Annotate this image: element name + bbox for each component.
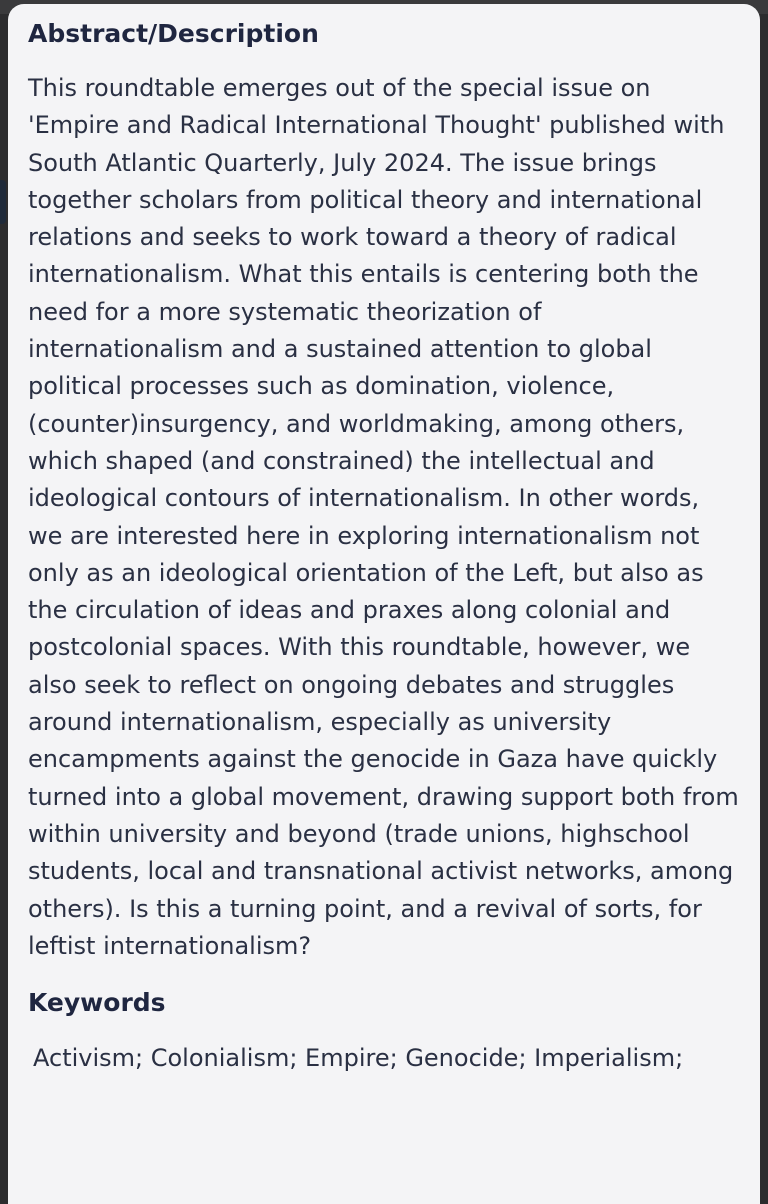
abstract-heading: Abstract/Description (28, 19, 319, 48)
abstract-panel (8, 4, 760, 1204)
abstract-body: This roundtable emerges out of the special issue on 'Empire and Radical International Thought' published with South Atlantic Quarterly, July 2024. The issue brings together scholars from political theory and international relations and seeks to work toward a theory of radical internationalism. What this entails is centering both the need for a more systematic theorization of internationalism and a sustained attention to global political processes such as domination, violence, (counter)insurgency, and worldmaking, among others, which shaped (and constrained) the intellectual and ideological contours of internationalism. In other words, we are interested here in exploring internationalism not only as an ideological orientation of the Left, but also as the circulation of ideas and praxes along colonial and postcolonial spaces. With this roundtable, however, we also seek to reflect on ongoing debates and struggles around internationalism, especially as university encampments against the genocide in Gaza have quickly turned into a global movement, drawing support both from within university and beyond (trade unions, highschool students, local and transnational activist networks, among others). Is this a turning point, and a revival of sorts, for leftist internationalism? (28, 74, 739, 960)
background-side-tab (0, 180, 6, 224)
keywords-list: Activism; Colonialism; Empire; Genocide; Imperialism; (33, 1044, 684, 1073)
keywords-heading: Keywords (28, 988, 166, 1018)
